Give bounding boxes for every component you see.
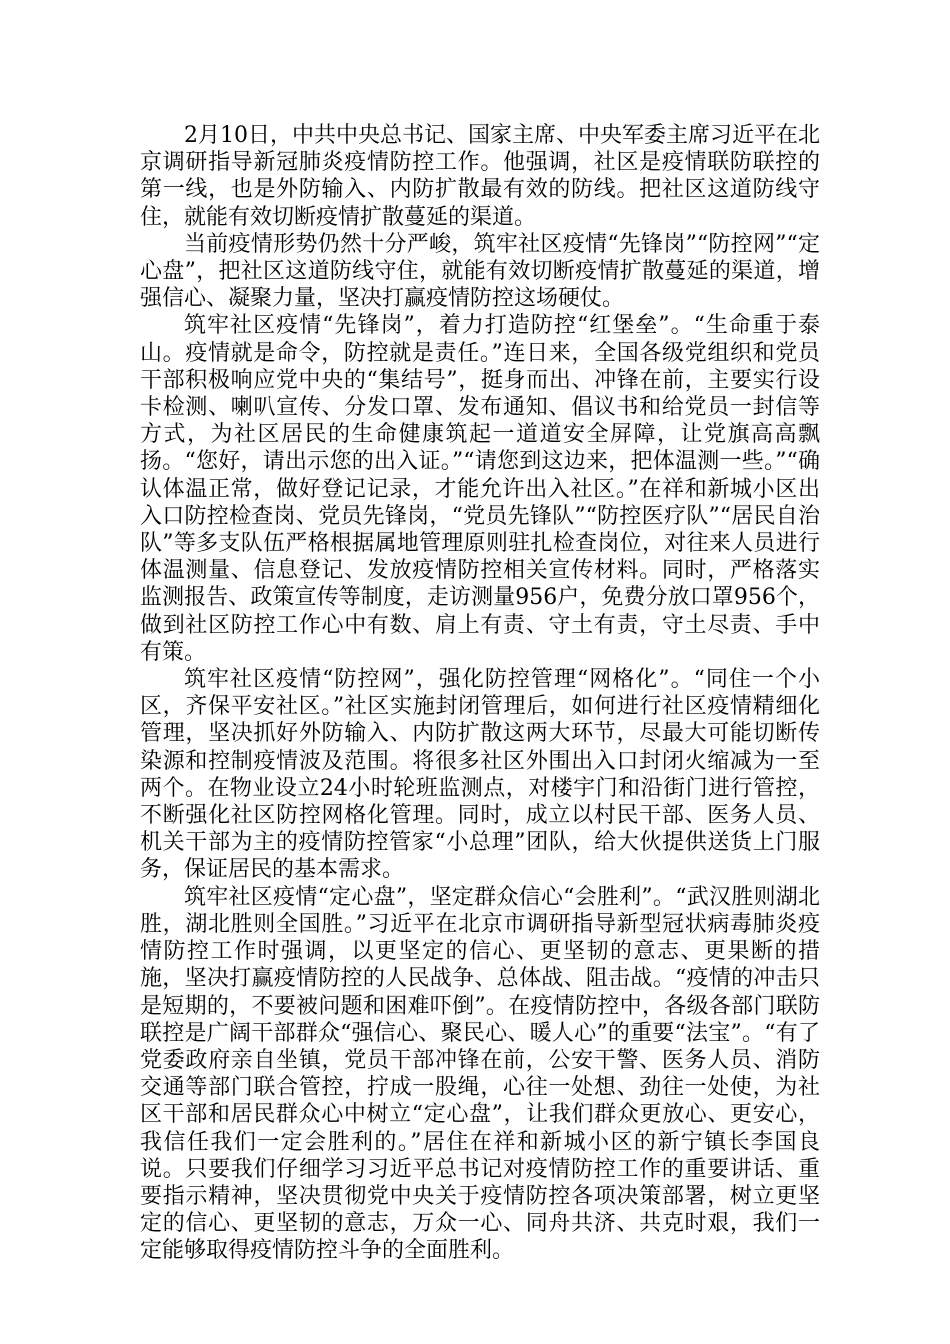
document-body [140, 122, 820, 1265]
paragraph-5: 筑牢社区疫情“定心盘”，坚定群众信心“会胜利”。“武汉胜则湖北胜，湖北胜则全国胜。”习近平在北京市调研指导新型冠状病毒肺炎疫情防控工作时强调，以更坚定的信心、更坚韧的意志、更果断的措施，坚决打赢疫情防控的人民战争、总体战、阻击战。“疫情的冲击只是短期的，不要被问题和困难吓倒”。在疫情防控中，各级各部门联防联控是广阔干部群众“强信心、聚民心、暖人心”的重要“法宝”。“有了党委政府亲自坐镇，党员干部冲锋在前，公安干警、医务人员、消防交通等部门联合管控，拧成一股绳，心往一处想、劲往一处使，为社区干部和居民群众心中树立“定心盘”，让我们群众更放心、更安心，我信任我们一定会胜利的。”居住在祥和新城小区的新宁镇长李国良说。只要我们仔细学习习近平总书记对疫情防控工作的重要讲话、重要指示精神，坚决贯彻党中央关于疫情防控各项决策部署，树立更坚定的信心、更坚韧的意志，万众一心、同舟共济、共克时艰，我们一定能够取得疫情防控斗争的全面胜利。 [140, 884, 820, 1264]
paragraph-3: 筑牢社区疫情“先锋岗”，着力打造防控“红堡垒”。“生命重于泰山。疫情就是命令，防控就是责任。”连日来，全国各级党组织和党员干部积极响应党中央的“集结号”，挺身而出、冲锋在前，主要实行设卡检测、喇叭宣传、分发口罩、发布通知、倡议书和给党员一封信等方式，为社区居民的生命健康筑起一道道安全屏障，让党旗高高飘扬。“您好，请出示您的出入证。”“请您到这边来，把体温测一些。”“确认体温正常，做好登记记录，才能允许出入社区。”在祥和新城小区出入口防控检查岗、党员先锋岗，“党员先锋队”“防控医疗队”“居民自治队”等多支队伍严格根据属地管理原则驻扎检查岗位，对往来人员进行体温测量、信息登记、发放疫情防控相关宣传材料。同时，严格落实监测报告、政策宣传等制度，走访测量956户，免费分放口罩956个，做到社区防控工作心中有数、肩上有责、守土有责，守土尽责、手中有策。 [140, 313, 820, 665]
paragraph-1: 2月10日，中共中央总书记、国家主席、中央军委主席习近平在北京调研指导新冠肺炎疫情防控工作。他强调，社区是疫情联防联控的第一线，也是外防输入、内防扩散最有效的防线。把社区这道防线守住，就能有效切断疫情扩散蔓延的渠道。 [140, 123, 820, 230]
paragraph-4: 筑牢社区疫情“防控网”，强化防控管理“网格化”。“同住一个小区，齐保平安社区。”社区实施封闭管理后，如何进行社区疫情精细化管理，坚决抓好外防输入、内防扩散这两大环节，尽最大可能切断传染源和控制疫情波及范围。将很多社区外围出入口封闭火缩减为一至两个。在物业设立24小时轮班监测点，对楼宇门和沿街门进行管控，不断强化社区防控网格化管理。同时，成立以村民干部、医务人员、机关干部为主的疫情防控管家“小总理”团队，给大伙提供送货上门服务，保证居民的基本需求。 [140, 667, 820, 883]
paragraph-2: 当前疫情形势仍然十分严峻，筑牢社区疫情“先锋岗”“防控网”“定心盘”，把社区这道防线守住，就能有效切断疫情扩散蔓延的渠道，增强信心、凝聚力量，坚决打赢疫情防控这场硬仗。 [140, 231, 820, 312]
